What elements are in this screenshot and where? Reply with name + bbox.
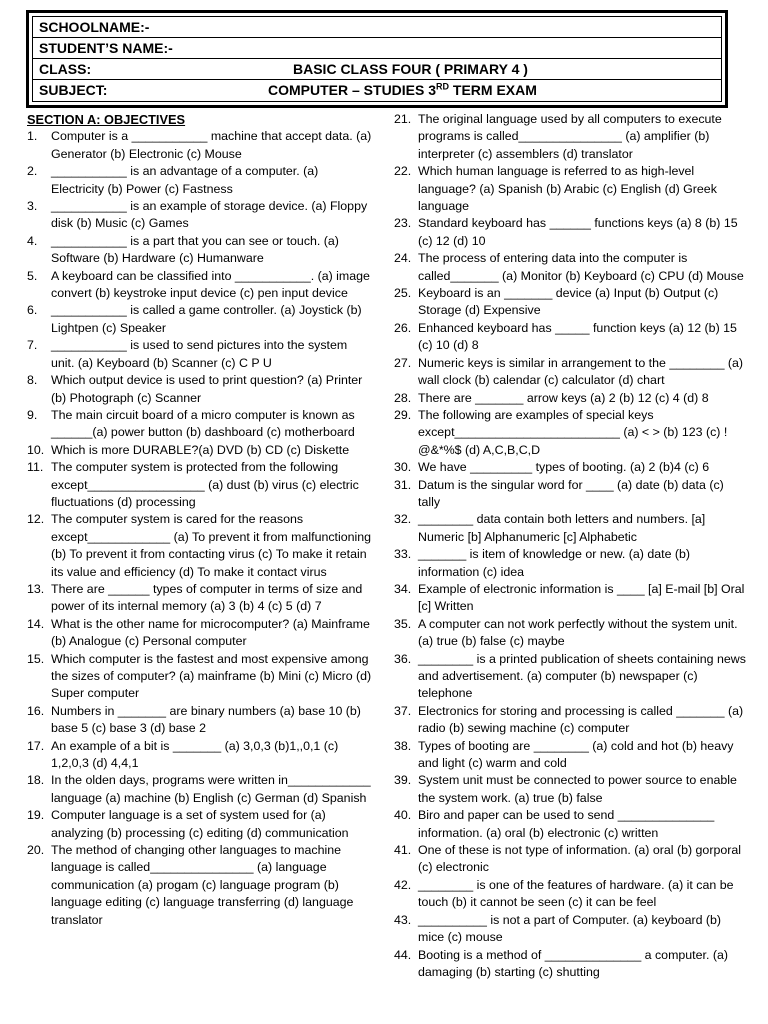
question-text: __________ is not a part of Computer. (a) keyboard (b) mice (c) mouse — [418, 912, 722, 945]
question-text: The process of entering data into the computer is called_______ (a) Monitor (b) Keyboard (c) CPU (d) Mouse — [418, 251, 744, 283]
question-item — [27, 268, 372, 303]
question-text: In the olden days, programs were written in____________ language (a) machine (b) English (c) German (d) Spanish — [51, 773, 371, 805]
class-row — [33, 59, 721, 80]
right-column — [394, 111, 746, 981]
question-text: Numeric keys is similar in arrangement to the ________ (a) wall clock (b) calendar (c) calculator (d) chart — [418, 355, 744, 388]
question-item — [27, 233, 372, 268]
question-text: We have _________ types of booting. (a) 2 (b)4 (c) 6 — [418, 460, 710, 475]
class-value: BASIC CLASS FOUR ( PRIMARY 4 ) — [293, 61, 528, 77]
question-item — [394, 459, 746, 476]
question-text: The main circuit board of a micro computer is known as ______(a) power button (b) dashboard (c) motherboard — [51, 407, 355, 440]
question-number: 14. — [27, 616, 45, 631]
question-number: 25. — [394, 286, 412, 301]
left-column — [27, 111, 372, 929]
question-text: Enhanced keyboard has _____ function keys (a) 12 (b) 15 (c) 10 (d) 8 — [418, 320, 737, 353]
question-text: ___________ is a part that you can see or touch. (a) Software (b) Hardware (c) Humanware — [51, 233, 339, 266]
question-number: 42. — [394, 877, 412, 892]
question-item — [27, 738, 372, 773]
question-item — [394, 390, 746, 407]
question-item — [394, 877, 746, 912]
question-number: 2. — [27, 164, 38, 179]
question-text: There are ______ types of computer in terms of size and power of its internal memory (a) 3 (b) 4 (c) 5 (d) 7 — [51, 581, 363, 614]
school-label: SCHOOLNAME:- — [39, 19, 150, 35]
student-row — [33, 38, 721, 59]
question-number: 22. — [394, 164, 412, 179]
question-text: Which computer is the fastest and most expensive among the sizes of computer? (a) mainframe (b) Mini (c) Micro (d) Super computer — [51, 651, 372, 701]
question-text: The original language used by all computers to execute programs is called_______________ (a) amplifier (b) interpreter (c) assemblers (d) translator — [418, 112, 722, 161]
question-text: Standard keyboard has ______ functions keys (a) 8 (b) 15 (c) 12 (d) 10 — [418, 216, 738, 248]
question-item — [27, 772, 372, 807]
question-number: 27. — [394, 355, 412, 370]
question-number: 30. — [394, 460, 412, 475]
subject-value — [268, 80, 537, 100]
question-text: ___________ is called a game controller. (a) Joystick (b) Lightpen (c) Speaker — [51, 303, 362, 335]
question-text: ___________ is used to send pictures into the system unit. (a) Keyboard (b) Scanner (c) C P U — [51, 338, 348, 370]
question-item — [394, 807, 746, 842]
question-number: 8. — [27, 373, 38, 388]
question-number: 4. — [27, 233, 38, 248]
question-number: 41. — [394, 843, 412, 858]
question-item — [27, 163, 372, 198]
right-question-list — [394, 111, 746, 981]
question-item — [394, 703, 746, 738]
question-number: 43. — [394, 912, 412, 927]
question-item — [27, 407, 372, 442]
question-item — [394, 477, 746, 512]
question-text: Numbers in _______ are binary numbers (a) base 10 (b) base 5 (c) base 3 (d) base 2 — [51, 703, 361, 736]
question-text: The following are examples of special keys except________________________ (a) < > (b) 123 (c) ! @&*%$ (d) A,C,B,C,D — [418, 407, 728, 457]
question-item — [394, 511, 746, 546]
question-item — [394, 285, 746, 320]
question-number: 15. — [27, 651, 45, 666]
question-number: 32. — [394, 512, 412, 527]
question-number: 26. — [394, 320, 412, 335]
question-number: 17. — [27, 738, 45, 753]
question-text: Types of booting are ________ (a) cold and hot (b) heavy and light (c) warm and cold — [418, 738, 734, 771]
question-text: Which is more DURABLE?(a) DVD (b) CD (c) Diskette — [51, 442, 350, 457]
question-number: 5. — [27, 268, 38, 283]
question-number: 20. — [27, 843, 45, 858]
subject-value-b: TERM EXAM — [449, 82, 537, 98]
question-number: 24. — [394, 251, 412, 266]
question-number: 36. — [394, 651, 412, 666]
question-text: One of these is not type of information. (a) oral (b) gorporal (c) electronic — [418, 843, 742, 875]
question-number: 35. — [394, 616, 412, 631]
header-inner — [32, 16, 722, 102]
question-text: _______ is item of knowledge or new. (a) date (b) information (c) idea — [418, 547, 691, 579]
question-item — [27, 459, 372, 511]
question-item — [27, 651, 372, 703]
question-item — [394, 616, 746, 651]
question-number: 31. — [394, 477, 412, 492]
question-item — [27, 616, 372, 651]
question-item — [27, 302, 372, 337]
question-number: 23. — [394, 216, 412, 231]
question-item — [394, 772, 746, 807]
question-item — [394, 111, 746, 163]
section-title: SECTION A: OBJECTIVES — [27, 112, 186, 127]
question-number: 3. — [27, 199, 38, 214]
subject-sup: RD — [436, 81, 450, 92]
question-text: An example of a bit is _______ (a) 3,0,3 (b)1,,0,1 (c) 1,2,0,3 (d) 4,4,1 — [51, 738, 339, 771]
left-question-list — [27, 128, 372, 929]
question-number: 18. — [27, 773, 45, 788]
question-text: ________ is a printed publication of sheets containing news and advertisement. (a) computer (b) newspaper (c) telephone — [418, 651, 746, 701]
question-item — [394, 163, 746, 215]
question-text: Example of electronic information is ____ [a] E-mail [b] Oral [c] Written — [418, 581, 745, 614]
question-item — [394, 215, 746, 250]
question-text: System unit must be connected to power source to enable the system work. (a) true (b) false — [418, 773, 737, 805]
question-number: 10. — [27, 442, 45, 457]
question-text: ___________ is an advantage of a computer. (a) Electricity (b) Power (c) Fastness — [51, 164, 319, 196]
question-item — [27, 198, 372, 233]
question-number: 29. — [394, 407, 412, 422]
question-text: The computer system is protected from the following except_________________ (a) dust (b) virus (c) electric fluctuations (d) processing — [51, 460, 359, 509]
question-text: The method of changing other languages to machine language is called_______________ (a) language communication (a) progam (c) language program (b) language editing (c) language transferring (d) language translator — [51, 843, 354, 927]
question-text: What is the other name for microcomputer? (a) Mainframe (b) Analogue (c) Personal computer — [51, 616, 370, 649]
question-item — [394, 738, 746, 773]
question-item — [394, 947, 746, 982]
question-item — [27, 807, 372, 842]
question-number: 37. — [394, 703, 412, 718]
question-text: Electronics for storing and processing is called _______ (a) radio (b) sewing machine (c) computer — [418, 703, 744, 736]
question-number: 19. — [27, 808, 45, 823]
student-label: STUDENT’S NAME:- — [39, 40, 173, 56]
question-item — [394, 842, 746, 877]
question-number: 44. — [394, 947, 412, 962]
question-number: 39. — [394, 773, 412, 788]
school-row — [33, 17, 721, 38]
question-text: Which human language is referred to as high-level language? (a) Spanish (b) Arabic (c) English (d) Greek language — [418, 164, 717, 214]
question-number: 34. — [394, 581, 412, 596]
question-text: ________ data contain both letters and numbers. [a] Numeric [b] Alphanumeric [c] Alphabetic — [418, 512, 706, 544]
question-number: 6. — [27, 303, 38, 318]
question-text: Computer is a ___________ machine that accept data. (a) Generator (b) Electronic (c) Mouse — [51, 129, 372, 161]
question-item — [27, 442, 372, 459]
question-text: Which output device is used to print question? (a) Printer (b) Photograph (c) Scanner — [51, 373, 363, 405]
question-item — [394, 407, 746, 459]
question-item — [27, 337, 372, 372]
question-item — [27, 581, 372, 616]
question-number: 16. — [27, 703, 45, 718]
header-table — [26, 10, 728, 108]
subject-row — [33, 80, 721, 100]
question-text: A keyboard can be classified into ___________. (a) image convert (b) keystroke input device (c) pen input device — [51, 268, 370, 301]
question-item — [27, 703, 372, 738]
question-item — [27, 128, 372, 163]
question-item — [394, 546, 746, 581]
question-item — [394, 651, 746, 703]
question-item — [394, 320, 746, 355]
class-label: CLASS: — [39, 61, 92, 77]
question-number: 21. — [394, 112, 412, 126]
question-item — [27, 372, 372, 407]
question-number: 28. — [394, 390, 412, 405]
question-text: Datum is the singular word for ____ (a) date (b) data (c) tally — [418, 477, 724, 509]
question-item — [27, 842, 372, 929]
question-item — [394, 355, 746, 390]
question-number: 13. — [27, 581, 45, 596]
question-text: ________ is one of the features of hardware. (a) it can be touch (b) it cannot be seen (c) it can be feel — [418, 877, 734, 910]
question-number: 11. — [27, 460, 44, 475]
question-number: 33. — [394, 547, 412, 562]
question-item — [394, 250, 746, 285]
subject-label: SUBJECT: — [39, 82, 108, 98]
question-number: 38. — [394, 738, 412, 753]
question-text: The computer system is cared for the reasons except____________ (a) To prevent it from malfunctioning (b) To prevent it from contacting virus (c) To make it retain its value and efficiency (d) To make it contact virus — [51, 512, 372, 579]
question-number: 12. — [27, 512, 45, 527]
question-item — [394, 912, 746, 947]
question-text: There are _______ arrow keys (a) 2 (b) 12 (c) 4 (d) 8 — [418, 390, 709, 405]
question-text: A computer can not work perfectly without the system unit. (a) true (b) false (c) maybe — [418, 616, 738, 649]
question-text: Booting is a method of ______________ a computer. (a) damaging (b) starting (c) shutting — [418, 947, 728, 979]
question-text: Biro and paper can be used to send ______________ information. (a) oral (b) electronic (c) written — [418, 808, 715, 840]
question-number: 1. — [27, 129, 38, 144]
question-number: 9. — [27, 407, 38, 422]
question-number: 40. — [394, 808, 412, 823]
question-item — [394, 581, 746, 616]
question-text: ___________ is an example of storage device. (a) Floppy disk (b) Music (c) Games — [51, 199, 368, 231]
question-text: Computer language is a set of system used for (a) analyzing (b) processing (c) editing (d) communication — [51, 808, 349, 840]
question-number: 7. — [27, 338, 38, 353]
subject-value-a: COMPUTER – STUDIES 3 — [268, 82, 437, 98]
question-item — [27, 511, 372, 581]
question-text: Keyboard is an _______ device (a) Input (b) Output (c) Storage (d) Expensive — [418, 286, 719, 318]
